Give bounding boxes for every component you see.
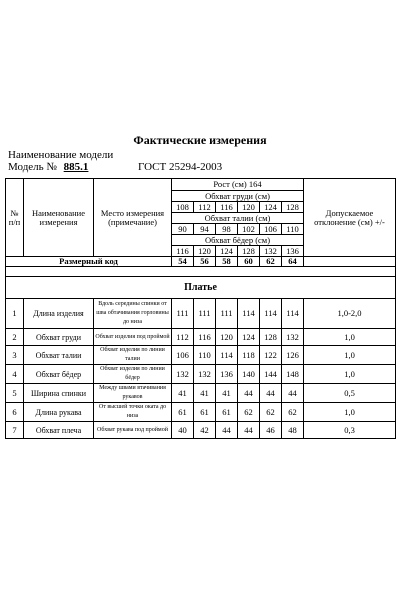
waist-value: 102 — [238, 224, 260, 235]
model-number-label: Модель № — [8, 161, 57, 173]
waist-value: 106 — [260, 224, 282, 235]
row-value: 116 — [194, 329, 216, 346]
row-number: 7 — [6, 422, 24, 439]
row-value: 114 — [260, 299, 282, 329]
row-number: 2 — [6, 329, 24, 346]
row-value: 44 — [216, 422, 238, 439]
section-title: Платье — [6, 277, 396, 299]
table-row — [6, 384, 396, 403]
row-value: 144 — [260, 365, 282, 384]
row-value: 118 — [238, 346, 260, 365]
row-measurement-place: Обхват изделия по линии бёдер — [94, 365, 172, 384]
row-value: 132 — [194, 365, 216, 384]
header-chest: Обхват груди (см) — [172, 191, 304, 202]
row-measurement-name: Обхват талии — [24, 346, 94, 365]
row-value: 61 — [194, 403, 216, 422]
hip-value: 136 — [282, 246, 304, 257]
row-value: 42 — [194, 422, 216, 439]
size-code-label: Размерный код — [6, 257, 172, 267]
table-row — [6, 299, 396, 329]
table-row — [6, 329, 396, 346]
document-title: Фактические измерения — [133, 133, 267, 147]
row-tolerance: 0,5 — [304, 384, 396, 403]
row-value: 61 — [172, 403, 194, 422]
row-tolerance: 0,3 — [304, 422, 396, 439]
table-row — [6, 403, 396, 422]
size-code: 54 — [172, 257, 194, 267]
row-value: 41 — [172, 384, 194, 403]
size-code: 56 — [194, 257, 216, 267]
row-value: 48 — [282, 422, 304, 439]
row-tolerance: 1,0 — [304, 403, 396, 422]
model-name-label: Наименование модели — [8, 149, 114, 161]
row-number: 1 — [6, 299, 24, 329]
row-tolerance: 1,0 — [304, 346, 396, 365]
row-value: 62 — [282, 403, 304, 422]
row-number: 4 — [6, 365, 24, 384]
measurements-table — [5, 178, 396, 439]
table-row — [6, 346, 396, 365]
header-height: Рост (см) 164 — [172, 179, 304, 191]
row-measurement-name: Ширина спинки — [24, 384, 94, 403]
chest-value: 124 — [260, 202, 282, 213]
hip-value: 128 — [238, 246, 260, 257]
row-measurement-name: Обхват груди — [24, 329, 94, 346]
row-value: 44 — [282, 384, 304, 403]
size-code: 60 — [238, 257, 260, 267]
size-code: 62 — [260, 257, 282, 267]
row-measurement-place: От высшей точки оката до низа — [94, 403, 172, 422]
row-value: 124 — [238, 329, 260, 346]
row-measurement-place: Между швами втачивания рукавов — [94, 384, 172, 403]
row-value: 132 — [282, 329, 304, 346]
row-value: 126 — [282, 346, 304, 365]
row-value: 46 — [260, 422, 282, 439]
row-value: 111 — [172, 299, 194, 329]
row-value: 112 — [172, 329, 194, 346]
waist-value: 90 — [172, 224, 194, 235]
row-value: 62 — [238, 403, 260, 422]
row-value: 114 — [216, 346, 238, 365]
table-row — [6, 422, 396, 439]
row-value: 148 — [282, 365, 304, 384]
row-number: 5 — [6, 384, 24, 403]
header-waist: Обхват талии (см) — [172, 213, 304, 224]
chest-value: 112 — [194, 202, 216, 213]
row-value: 40 — [172, 422, 194, 439]
hip-value: 116 — [172, 246, 194, 257]
row-value: 122 — [260, 346, 282, 365]
chest-value: 116 — [216, 202, 238, 213]
row-value: 136 — [216, 365, 238, 384]
row-value: 132 — [172, 365, 194, 384]
model-number: 885.1 — [63, 161, 89, 173]
row-value: 114 — [238, 299, 260, 329]
hip-value: 120 — [194, 246, 216, 257]
spacer-row — [6, 267, 396, 277]
row-value: 44 — [238, 422, 260, 439]
waist-value: 110 — [282, 224, 304, 235]
model-number-line — [8, 161, 223, 174]
chest-value: 120 — [238, 202, 260, 213]
row-tolerance: 1,0-2,0 — [304, 299, 396, 329]
row-measurement-place: Обхват изделия по линии талии — [94, 346, 172, 365]
row-measurement-place: Вдоль середины спинки от шва обтачивания горловины до низа — [94, 299, 172, 329]
header-hips: Обхват бёдер (см) — [172, 235, 304, 246]
table-row — [6, 365, 396, 384]
row-value: 111 — [194, 299, 216, 329]
row-measurement-name: Длина рукава — [24, 403, 94, 422]
row-value: 61 — [216, 403, 238, 422]
row-value: 44 — [238, 384, 260, 403]
row-value: 111 — [216, 299, 238, 329]
size-code: 58 — [216, 257, 238, 267]
header-num: № п/п — [6, 179, 24, 257]
row-value: 41 — [216, 384, 238, 403]
gost-standard: ГОСТ 25294-2003 — [138, 161, 223, 173]
row-value: 128 — [260, 329, 282, 346]
chest-value: 128 — [282, 202, 304, 213]
size-code: 64 — [282, 257, 304, 267]
hip-value: 132 — [260, 246, 282, 257]
row-number: 6 — [6, 403, 24, 422]
size-code-tolerance-empty — [304, 257, 396, 267]
row-value: 140 — [238, 365, 260, 384]
header-place: Место измерения (примечание) — [94, 179, 172, 257]
row-measurement-name: Обхват бёдер — [24, 365, 94, 384]
header-name: Наименование измерения — [24, 179, 94, 257]
row-value: 44 — [260, 384, 282, 403]
row-value: 62 — [260, 403, 282, 422]
row-value: 106 — [172, 346, 194, 365]
row-measurement-name: Длина изделия — [24, 299, 94, 329]
row-measurement-place: Обхват рукава под проймой — [94, 422, 172, 439]
waist-value: 94 — [194, 224, 216, 235]
row-measurement-name: Обхват плеча — [24, 422, 94, 439]
row-tolerance: 1,0 — [304, 365, 396, 384]
row-value: 120 — [216, 329, 238, 346]
row-measurement-place: Обхват изделия под проймой — [94, 329, 172, 346]
chest-value: 108 — [172, 202, 194, 213]
row-value: 114 — [282, 299, 304, 329]
header-tolerance: Допускаемое отклонение (см) +/- — [304, 179, 396, 257]
hip-value: 124 — [216, 246, 238, 257]
waist-value: 98 — [216, 224, 238, 235]
row-value: 41 — [194, 384, 216, 403]
row-number: 3 — [6, 346, 24, 365]
row-tolerance: 1,0 — [304, 329, 396, 346]
row-value: 110 — [194, 346, 216, 365]
